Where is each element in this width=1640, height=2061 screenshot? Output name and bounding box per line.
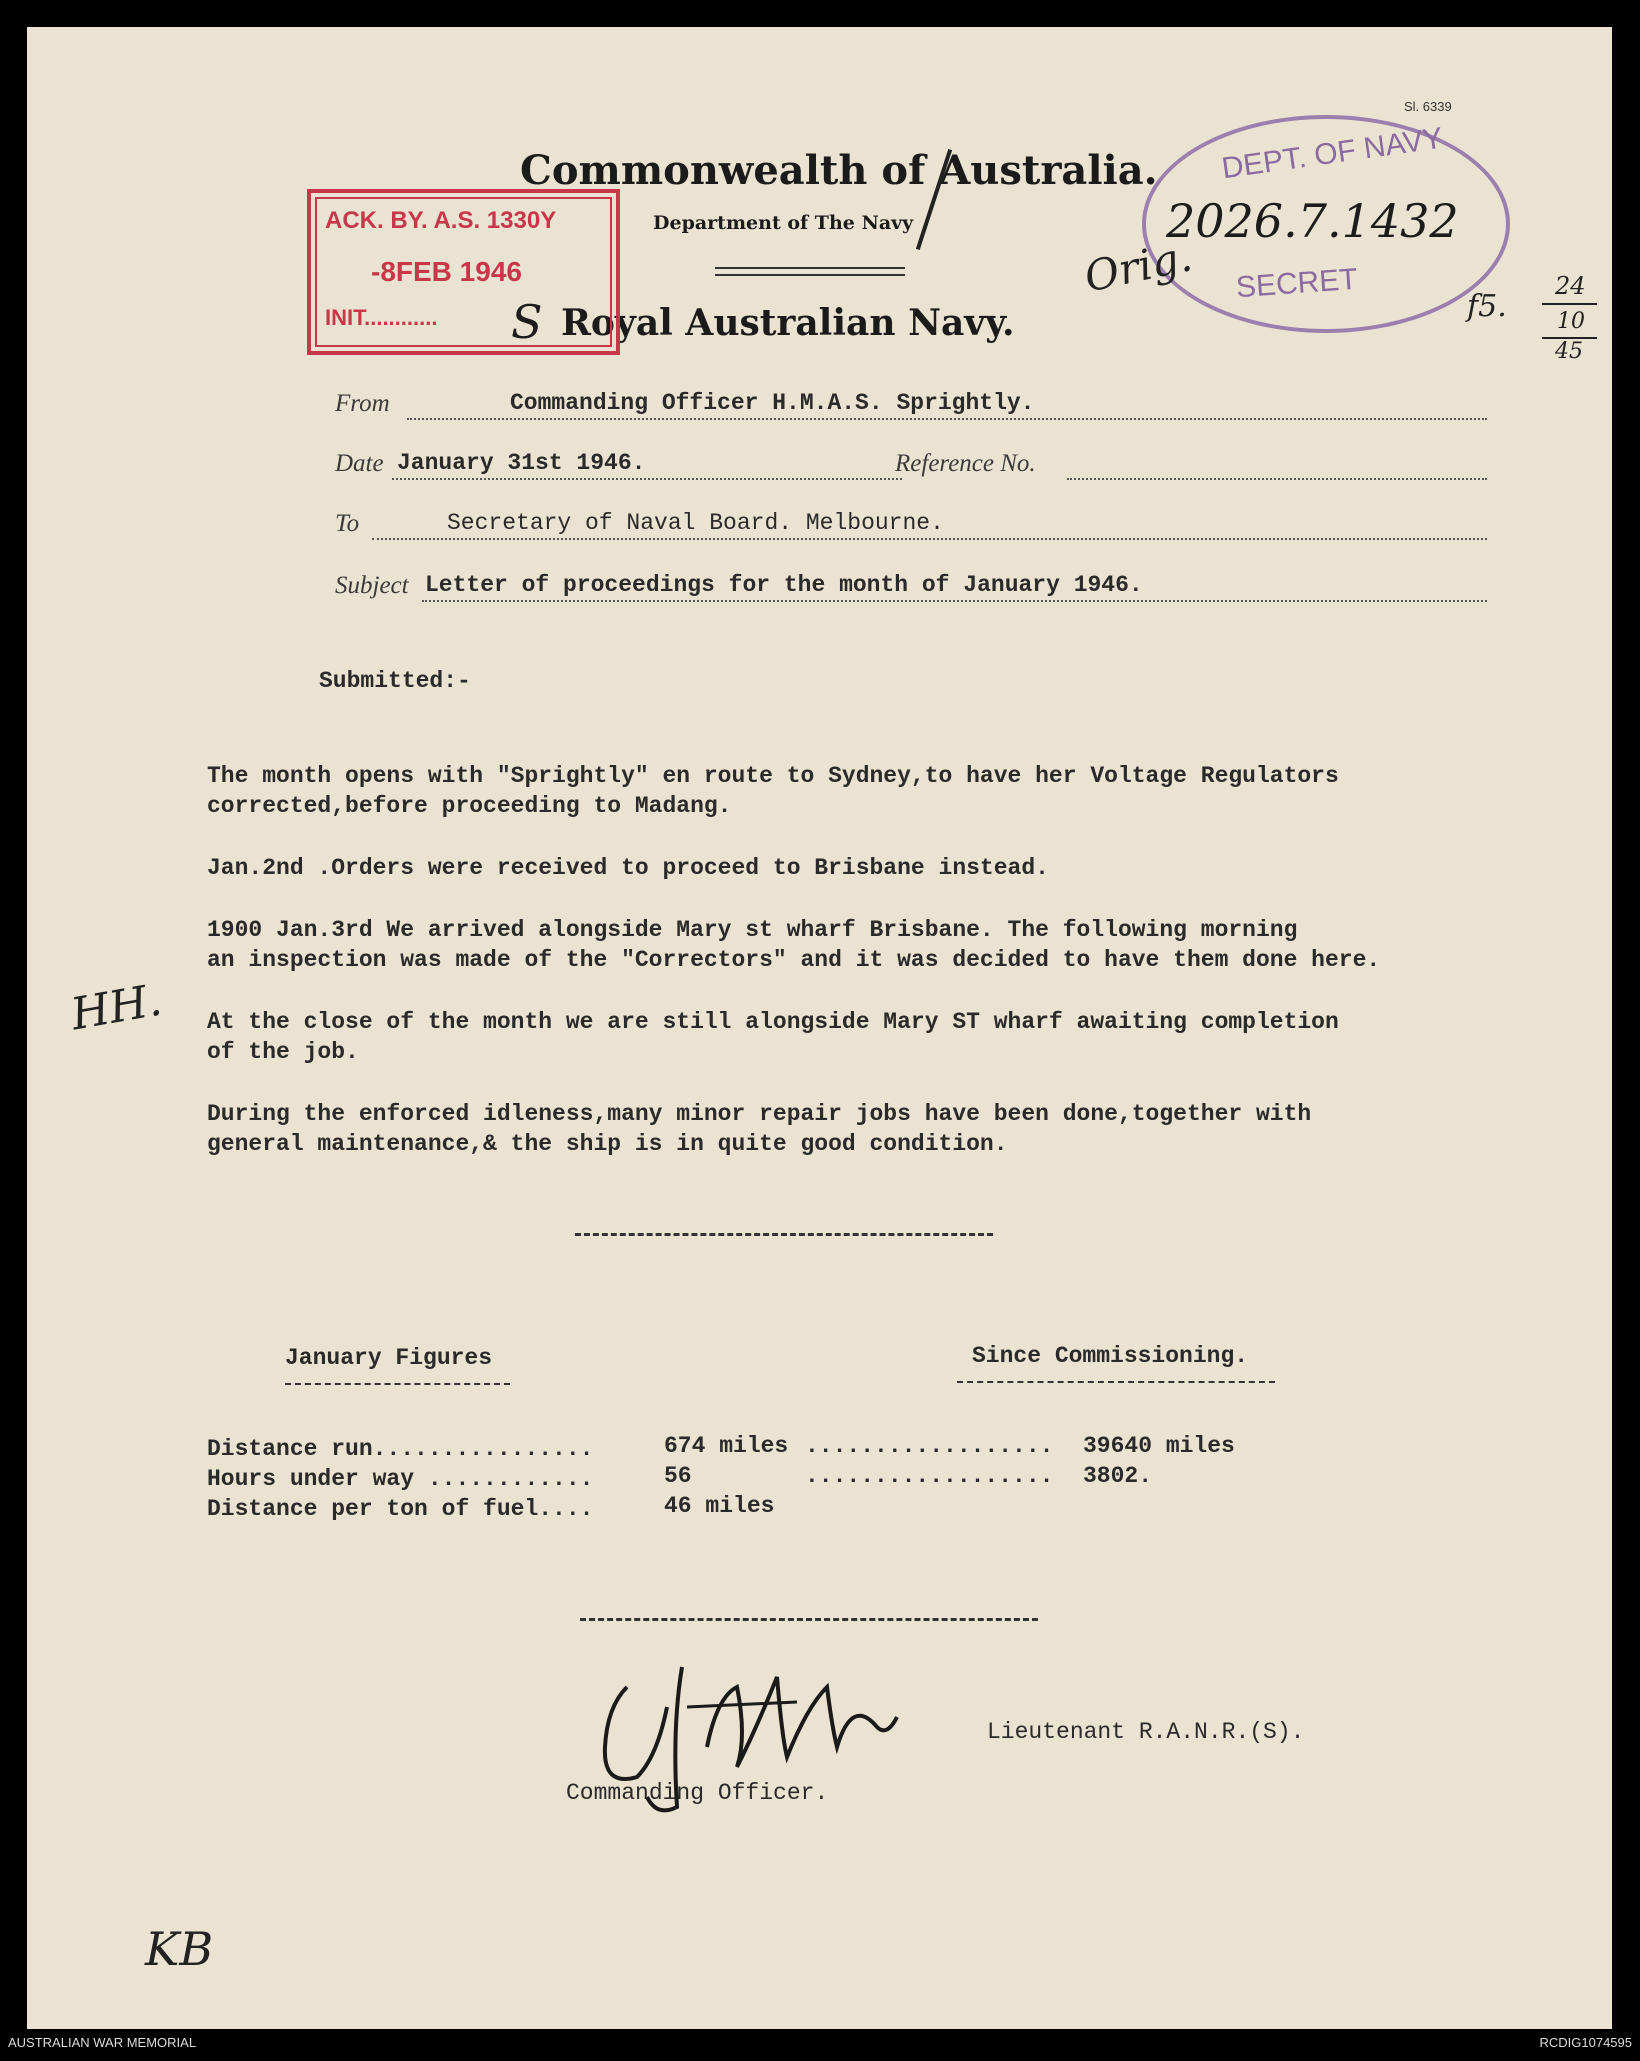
stamp-date: -8FEB 1946 [371,256,522,287]
from-label: From [335,390,390,417]
submitted-line: Submitted:- [319,668,471,694]
to-label: To [335,510,360,537]
annotation-file-ref: f5. [1467,289,1507,324]
to-dotted-line [372,538,1487,540]
paragraph-3-line-2: an inspection was made of the "Correctors" and it was decided to have them done here. [207,947,1381,973]
figures-underline-since [957,1381,1275,1383]
stamp-init: INIT............ [325,305,438,330]
signature-rank: Lieutenant R.A.N.R.(S). [987,1719,1305,1745]
stamp-initial-mark: S [511,295,543,349]
figures-row-1-label: Distance run................ [207,1436,594,1462]
stamp-ack-line: ACK. BY. A.S. 1330Y [325,207,557,234]
signature-stroke-1 [605,1687,667,1779]
figures-row-1-since: 39640 miles [1083,1433,1235,1459]
signature-title: Commanding Officer. [566,1780,829,1806]
figures-row-3-label: Distance per ton of fuel.... [207,1496,594,1522]
figures-row-1-january: 674 miles [664,1433,789,1459]
figures-row-3-january: 46 miles [664,1493,775,1519]
date-value: January 31st 1946. [397,450,646,476]
date-label: Date [335,450,384,477]
letterhead-title: Commonwealth of Australia. [520,147,1158,194]
fraction-bar-1 [1542,303,1597,305]
paragraph-4-line-1: At the close of the month we are still alongside Mary ST wharf awaiting completion [207,1009,1339,1035]
acknowledgement-stamp [307,189,620,355]
navy-secret-stamp [1142,115,1510,333]
separator-dashes-2 [580,1618,1038,1621]
footer-right: RCDIG1074595 [1539,2035,1632,2050]
from-value: Commanding Officer H.M.A.S. Sprightly. [510,390,1035,416]
oval-bottom-text: SECRET [1234,262,1359,305]
annotation-fraction-mid: 10 [1557,309,1585,334]
oval-number: 2026.7.1432 [1166,194,1459,248]
reference-dotted-line [1067,478,1487,480]
annotation-orig: Orig. [1080,231,1197,302]
figures-row-2-january: 56 [664,1463,692,1489]
signature-stroke-3 [707,1677,897,1767]
figures-heading-since: Since Commissioning. [972,1343,1249,1369]
separator-dashes-1 [575,1233,993,1236]
paragraph-4-line-2: of the job. [207,1039,359,1065]
annotation-fraction-top: 24 [1555,272,1586,300]
paragraph-5-line-2: general maintenance,& the ship is in quite good condition. [207,1131,1008,1157]
subject-label: Subject [335,572,409,599]
paragraph-1-line-2: corrected,before proceeding to Madang. [207,793,732,819]
oval-top-text: DEPT. OF NAVY [1219,121,1445,186]
letterhead-rule [715,267,905,276]
reference-label: Reference No. [895,450,1036,477]
figures-row-2-leader: .................. [805,1463,1054,1489]
date-dotted-line [392,478,902,480]
figures-row-2-since: 3802. [1083,1463,1153,1489]
form-number: Sl. 6339 [1404,99,1452,114]
subject-value: Letter of proceedings for the month of January 1946. [425,572,1143,598]
document-page [27,27,1612,2029]
annotation-bottom-initials: KB [145,1922,214,1976]
paragraph-3-line-1: 1900 Jan.3rd We arrived alongside Mary st wharf Brisbane. The following morning [207,917,1298,943]
from-dotted-line [407,418,1487,420]
paragraph-5-line-1: During the enforced idleness,many minor repair jobs have been done,together with [207,1101,1312,1127]
paragraph-2-line-1: Jan.2nd .Orders were received to proceed to Brisbane instead. [207,855,1049,881]
figures-underline-january [285,1383,510,1385]
letterhead-department: Department of The Navy [653,212,914,234]
subject-dotted-line [422,600,1487,602]
figures-heading-january: January Figures [285,1345,493,1371]
annotation-margin-initials: HH. [67,974,166,1041]
footer-left: AUSTRALIAN WAR MEMORIAL [8,2035,197,2050]
letterhead-service: Royal Australian Navy. [561,302,1015,344]
paragraph-1-line-1: The month opens with "Sprightly" en route to Sydney,to have her Voltage Regulators [207,763,1339,789]
annotation-fraction-bottom: 45 [1555,339,1583,364]
figures-row-2-label: Hours under way ............ [207,1466,594,1492]
figures-row-1-leader: .................. [805,1433,1054,1459]
to-value: Secretary of Naval Board. Melbourne. [447,510,944,536]
